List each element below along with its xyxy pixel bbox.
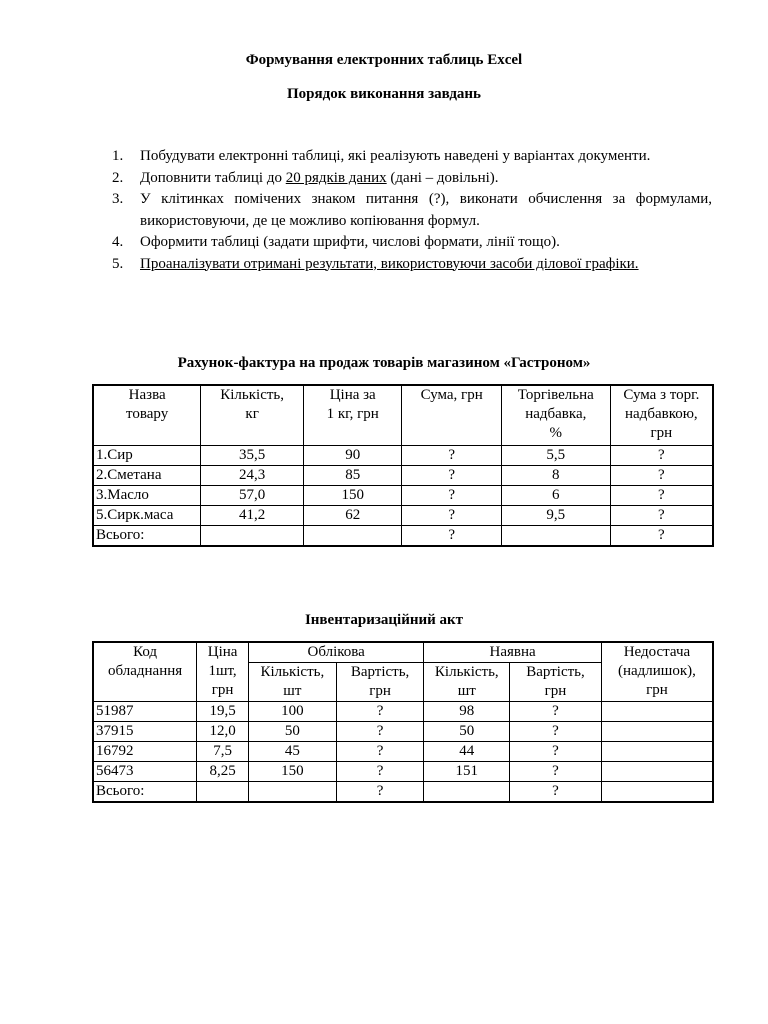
table-cell: 150	[303, 485, 401, 505]
inventory-caption: Інвентаризаційний акт	[304, 612, 464, 628]
header-cell: Торгівельна надбавка, %	[501, 385, 610, 445]
table-cell	[424, 782, 510, 803]
table-row	[93, 505, 713, 525]
table-cell: 41,2	[201, 505, 304, 525]
table-cell	[501, 525, 610, 546]
table-cell	[601, 722, 713, 742]
table-cell: 8,25	[197, 762, 249, 782]
task-text-underlined: Проаналізувати отримані результати, використовуючи засоби ділової графіки.	[140, 255, 639, 272]
table-cell: ?	[402, 525, 502, 546]
table-row	[93, 525, 713, 546]
table-cell: 9,5	[501, 505, 610, 525]
table-cell: 6	[501, 485, 610, 505]
task-text: Доповнити таблиці до	[140, 169, 286, 186]
task-text: Побудувати електронні таблиці, які реалізують наведені у варіантах документи.	[140, 148, 651, 164]
table-cell: ?	[402, 445, 502, 465]
table-cell: ?	[510, 702, 602, 722]
table-cell: 44	[424, 742, 510, 762]
table-row	[93, 445, 713, 465]
table-cell: ?	[610, 525, 713, 546]
header-cell: Сума, грн	[402, 385, 502, 445]
table-cell: 7,5	[197, 742, 249, 762]
table-cell: ?	[402, 485, 502, 505]
table-row	[93, 465, 713, 485]
task-number: 5.	[112, 255, 124, 272]
table-row	[93, 722, 713, 742]
table-cell: ?	[336, 702, 424, 722]
table-row	[93, 702, 713, 722]
table-cell	[601, 702, 713, 722]
table-header-row	[93, 642, 713, 663]
table-cell: 8	[501, 465, 610, 485]
table-row	[93, 762, 713, 782]
header-group-accounting: Облікова	[248, 642, 423, 663]
table-cell: ?	[402, 505, 502, 525]
table-cell: 3.Масло	[93, 485, 201, 505]
table-cell: 5.Сирк.маса	[93, 505, 201, 525]
header-cell: Ціна 1шт, грн	[197, 642, 249, 702]
inventory-table	[92, 641, 714, 803]
table-cell: ?	[610, 465, 713, 485]
table-cell: ?	[510, 722, 602, 742]
table-cell: 50	[424, 722, 510, 742]
table-row	[93, 742, 713, 762]
header-cell: Сума з торг. надбавкою, грн	[610, 385, 713, 445]
task-number: 1.	[112, 148, 124, 164]
table-cell: 56473	[93, 762, 197, 782]
table-cell: 35,5	[201, 445, 304, 465]
header-cell: Кількість, кг	[201, 385, 304, 445]
invoice-caption: Рахунок-фактура на продаж товарів магазином «Гастроном»	[177, 355, 591, 371]
table-cell: 24,3	[201, 465, 304, 485]
header-cell: Назва товару	[93, 385, 201, 445]
task-text-underlined: 20 рядків даних	[285, 169, 387, 186]
table-cell	[197, 782, 249, 803]
table-cell	[601, 782, 713, 803]
header-cell: Вартість, грн	[336, 663, 424, 702]
table-cell: 12,0	[197, 722, 249, 742]
table-cell: 19,5	[197, 702, 249, 722]
task-item	[112, 232, 712, 254]
table-header-row	[93, 385, 713, 445]
table-cell	[201, 525, 304, 546]
table-cell	[248, 782, 336, 803]
table-cell: 50	[248, 722, 336, 742]
header-cell: Кількість, шт	[424, 663, 510, 702]
task-number: 2.	[112, 169, 124, 186]
table-cell	[303, 525, 401, 546]
table-cell: 45	[248, 742, 336, 762]
table-cell: 2.Сметана	[93, 465, 201, 485]
table-cell: ?	[610, 485, 713, 505]
task-item	[112, 254, 712, 276]
table-cell: ?	[510, 742, 602, 762]
table-cell: 90	[303, 445, 401, 465]
header-group-actual: Наявна	[424, 642, 601, 663]
header-cell: Ціна за 1 кг, грн	[303, 385, 401, 445]
table-cell: Всього:	[93, 782, 197, 803]
table-cell: 5,5	[501, 445, 610, 465]
table-cell	[601, 762, 713, 782]
table-cell: 98	[424, 702, 510, 722]
task-number: 4.	[112, 234, 124, 250]
table-cell: 37915	[93, 722, 197, 742]
task-number: 3.	[112, 191, 124, 207]
table-cell: ?	[336, 722, 424, 742]
inventory-body	[93, 702, 713, 803]
table-cell: 150	[248, 762, 336, 782]
table-cell: ?	[336, 782, 424, 803]
table-row	[93, 485, 713, 505]
table-cell: ?	[510, 762, 602, 782]
header-cell: Кількість, шт	[248, 663, 336, 702]
header-cell: Вартість, грн	[510, 663, 602, 702]
task-text: (дані – довільні).	[386, 169, 499, 186]
document-title: Формування електронних таблиць Excel	[245, 52, 523, 68]
invoice-body	[93, 445, 713, 546]
task-text: У клітинках помічених знаком питання (?), виконати обчислення за формулами, використовуючи, де це можливо копіювання формул.	[140, 191, 712, 229]
task-item	[112, 146, 712, 168]
table-row	[93, 782, 713, 803]
invoice-table	[92, 384, 714, 547]
task-text: Оформити таблиці (задати шрифти, числові формати, лінії тощо).	[140, 234, 560, 250]
table-cell: ?	[510, 782, 602, 803]
table-cell: 57,0	[201, 485, 304, 505]
document-subtitle: Порядок виконання завдань	[286, 86, 481, 102]
table-cell: Всього:	[93, 525, 201, 546]
task-item	[112, 189, 712, 232]
table-cell: 151	[424, 762, 510, 782]
header-cell: Недостача (надлишок), грн	[601, 642, 713, 702]
table-cell: 100	[248, 702, 336, 722]
header-cell: Код обладнання	[93, 642, 197, 702]
table-cell: 85	[303, 465, 401, 485]
table-cell: ?	[336, 742, 424, 762]
table-cell: 1.Сир	[93, 445, 201, 465]
table-cell: 62	[303, 505, 401, 525]
table-cell: 51987	[93, 702, 197, 722]
table-cell: 16792	[93, 742, 197, 762]
table-cell: ?	[610, 445, 713, 465]
table-cell: ?	[402, 465, 502, 485]
table-cell	[601, 742, 713, 762]
table-cell: ?	[336, 762, 424, 782]
task-item	[112, 168, 712, 190]
task-list	[112, 146, 712, 275]
table-cell: ?	[610, 505, 713, 525]
